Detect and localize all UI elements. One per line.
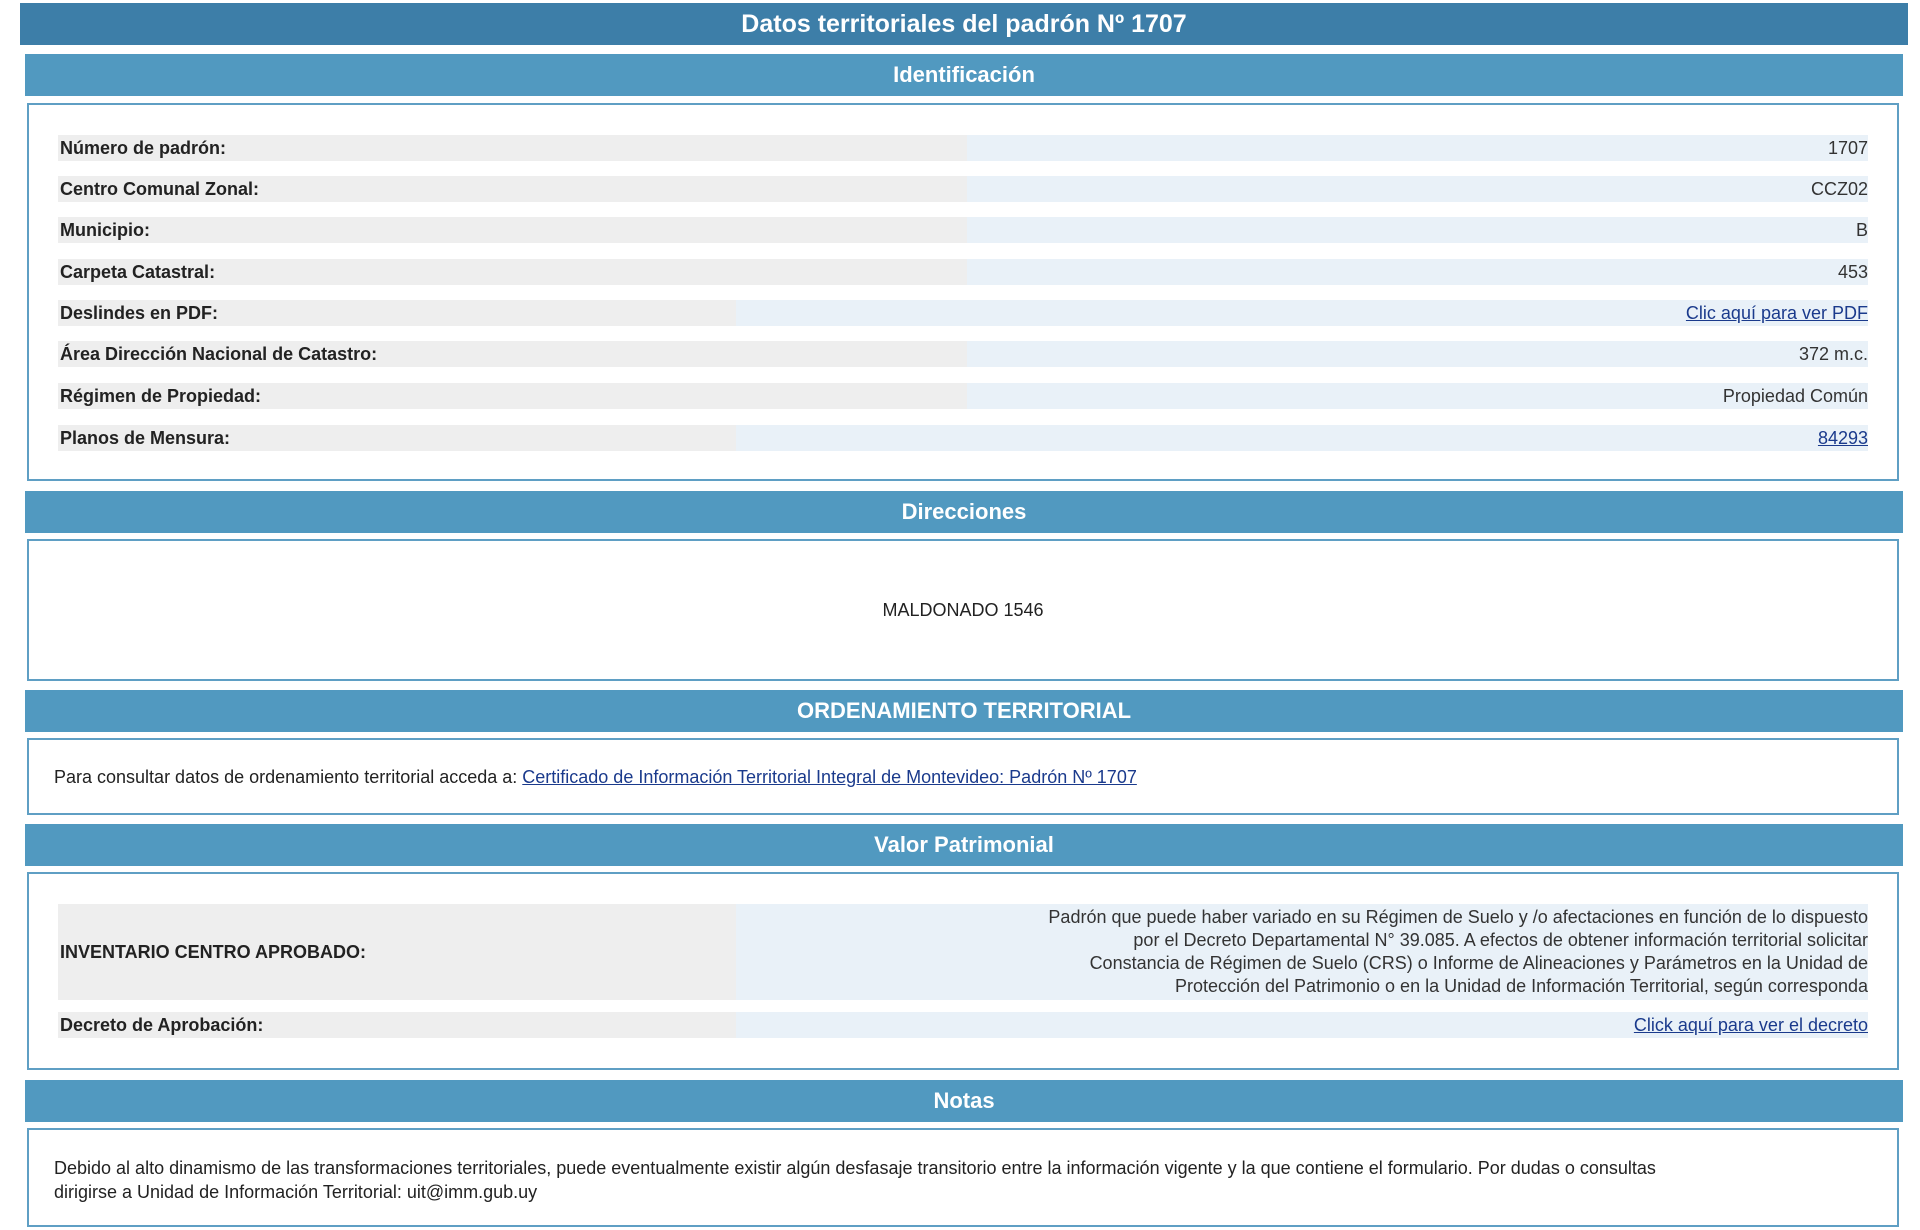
certificado-link[interactable]: Certificado de Información Territorial Integral de Montevideo: Padrón Nº 1707 xyxy=(522,767,1137,787)
row-planos-mensura xyxy=(58,425,1868,451)
row-label: Régimen de Propiedad: xyxy=(58,383,1230,409)
identificacion-panel xyxy=(27,103,1899,481)
direcciones-header: Direcciones xyxy=(25,491,1903,533)
row-label: Número de padrón: xyxy=(58,135,1230,161)
notas-line: dirigirse a Unidad de Información Territorial: uit@imm.gub.uy xyxy=(54,1182,538,1202)
row-label: Planos de Mensura: xyxy=(58,425,961,451)
row-value: B xyxy=(967,217,1868,243)
row-value: 372 m.c. xyxy=(967,341,1868,367)
ordenamiento-text xyxy=(54,765,1872,789)
row-value xyxy=(736,300,1868,326)
row-area-catastro xyxy=(58,341,1868,367)
address-text: MALDONADO 1546 xyxy=(882,599,1044,620)
row-inventario xyxy=(58,904,1868,1000)
identificacion-header: Identificación xyxy=(25,54,1903,96)
row-deslindes-pdf xyxy=(58,300,1868,326)
row-label: Área Dirección Nacional de Catastro: xyxy=(58,341,1230,367)
row-municipio xyxy=(58,217,1868,243)
direcciones-panel xyxy=(27,539,1899,681)
ordenamiento-prefix: Para consultar datos de ordenamiento territorial acceda a: xyxy=(54,767,523,787)
row-value xyxy=(736,904,1868,1000)
row-centro-comunal xyxy=(58,176,1868,202)
row-numero-padron xyxy=(58,135,1868,161)
ver-decreto-link[interactable]: Click aquí para ver el decreto xyxy=(1633,1014,1868,1035)
row-value: 453 xyxy=(967,259,1868,285)
row-label: Carpeta Catastral: xyxy=(58,259,1230,285)
row-decreto xyxy=(58,1012,1868,1038)
row-value xyxy=(736,1012,1868,1038)
notas-header: Notas xyxy=(25,1080,1903,1122)
row-value: Propiedad Común xyxy=(967,383,1868,409)
row-carpeta-catastral xyxy=(58,259,1868,285)
ordenamiento-panel xyxy=(27,738,1899,815)
inventario-line: Protección del Patrimonio o en la Unidad de Información Territorial, según corresponda xyxy=(1174,976,1868,996)
page-title: Datos territoriales del padrón Nº 1707 xyxy=(20,3,1908,45)
row-value: CCZ02 xyxy=(967,176,1868,202)
row-label: Centro Comunal Zonal: xyxy=(58,176,1230,202)
notas-panel xyxy=(27,1128,1899,1227)
row-value: 1707 xyxy=(967,135,1868,161)
row-label: Deslindes en PDF: xyxy=(58,300,961,326)
row-label: INVENTARIO CENTRO APROBADO: xyxy=(58,904,961,1000)
notas-text xyxy=(54,1156,1872,1204)
ordenamiento-header: ORDENAMIENTO TERRITORIAL xyxy=(25,690,1903,732)
row-label: Municipio: xyxy=(58,217,1230,243)
inventario-line: por el Decreto Departamental N° 39.085. A efectos de obtener información territorial solicitar xyxy=(1133,930,1868,950)
row-value xyxy=(736,425,1868,451)
row-regimen-propiedad xyxy=(58,383,1868,409)
notas-line: Debido al alto dinamismo de las transformaciones territoriales, puede eventualmente existir algún desfasaje transitorio entre la información vigente y la que contiene el formulario. Por dudas o consultas xyxy=(54,1158,1656,1178)
valor-patrimonial-header: Valor Patrimonial xyxy=(25,824,1903,866)
planos-mensura-link[interactable]: 84293 xyxy=(1817,427,1868,448)
inventario-line: Constancia de Régimen de Suelo (CRS) o Informe de Alineaciones y Parámetros en la Unidad de xyxy=(1089,953,1868,973)
inventario-line: Padrón que puede haber variado en su Régimen de Suelo y /o afectaciones en función de lo dispuesto xyxy=(1048,907,1868,927)
ver-pdf-link[interactable]: Clic aquí para ver PDF xyxy=(1685,302,1868,323)
row-label: Decreto de Aprobación: xyxy=(58,1012,961,1038)
valor-patrimonial-panel xyxy=(27,872,1899,1070)
